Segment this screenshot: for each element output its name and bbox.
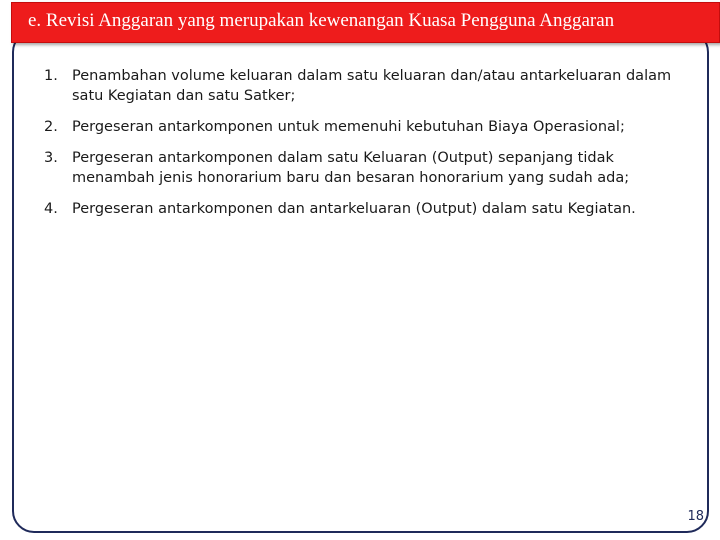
list-item	[44, 199, 684, 219]
list-item-text: Pergeseran antarkomponen dan antarkeluaran (Output) dalam satu Kegiatan.	[72, 201, 636, 217]
list-item	[44, 66, 684, 106]
list-item	[44, 148, 684, 188]
list-item-number: 3.	[44, 150, 58, 166]
slide-title: e. Revisi Anggaran yang merupakan kewenangan Kuasa Pengguna Anggaran	[28, 10, 615, 31]
list-item-number: 1.	[44, 68, 58, 84]
list-item	[44, 117, 684, 137]
list-item-number: 2.	[44, 119, 58, 135]
list-item-number: 4.	[44, 201, 58, 217]
page-number: 18	[687, 509, 704, 524]
list-item-text: Penambahan volume keluaran dalam satu keluaran dan/atau antarkeluaran dalam satu Kegiatan dan satu Satker;	[72, 68, 672, 104]
list-item-text: Pergeseran antarkomponen dalam satu Keluaran (Output) sepanjang tidak menambah jenis honorarium baru dan besaran honorarium yang sudah ada;	[72, 150, 630, 186]
title-bar	[11, 2, 720, 43]
list-item-text: Pergeseran antarkomponen untuk memenuhi kebutuhan Biaya Operasional;	[72, 119, 625, 135]
item-list	[44, 66, 684, 230]
